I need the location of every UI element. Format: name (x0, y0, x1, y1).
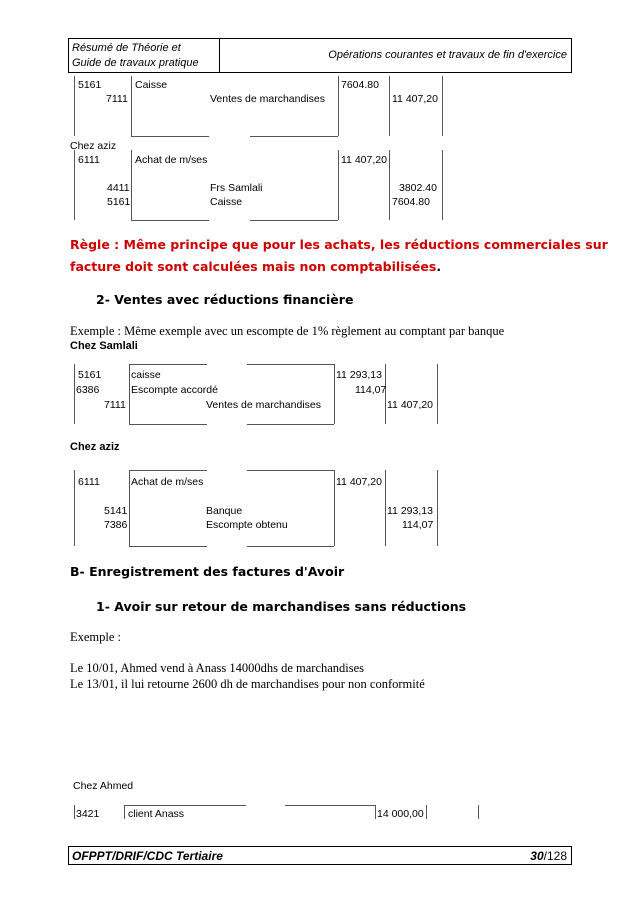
credit-amount: 114,07 (402, 519, 434, 531)
page-number (530, 849, 567, 863)
account-label: Banque (206, 505, 243, 517)
page-footer (68, 846, 572, 865)
example-label: Exemple : (70, 630, 122, 644)
chez-aziz-label: Chez aziz (70, 140, 117, 152)
credit-amount: 11 407,20 (392, 93, 438, 105)
account-number: 7111 (104, 399, 126, 411)
debit-amount: 114,07 (355, 384, 387, 396)
debit-amount: 11 407,20 (336, 476, 382, 488)
header-right-box (220, 39, 571, 72)
chez-samlali-label: Chez Samlali (70, 340, 138, 352)
account-number: 7386 (104, 519, 128, 531)
account-label: Frs Samlali (210, 182, 263, 194)
section-title-b: B- Enregistrement des factures d'Avoir (70, 564, 345, 579)
page-header (68, 38, 572, 73)
header-title: Opérations courantes et travaux de fin d'exercice (328, 49, 567, 61)
debit-amount: 14 000,00 (377, 808, 424, 820)
example-line-1: Le 10/01, Ahmed vend à Anass 14000dhs de marchandises (70, 661, 365, 675)
account-label: Caisse (210, 196, 243, 208)
header-left-line1: Résumé de Théorie et (72, 42, 181, 54)
page-current: 30 (530, 849, 544, 863)
credit-amount: 11 293,13 (387, 505, 433, 517)
account-label: Achat de m/ses (135, 154, 208, 166)
rule-line-1: Règle : Même principe que pour les achats, les réductions commerciales sur (70, 237, 608, 252)
account-number: 6386 (76, 384, 100, 396)
account-number: 5161 (78, 369, 102, 381)
example-text: Exemple : Même exemple avec un escompte de 1% règlement au comptant par banque (70, 324, 505, 338)
account-number: 6111 (78, 154, 100, 166)
debit-amount: 11 407,20 (341, 154, 387, 166)
account-label: Ventes de marchandises (210, 93, 325, 105)
account-label: Caisse (135, 79, 168, 91)
account-number: 4411 (107, 182, 130, 194)
debit-amount: 11 293,13 (336, 369, 382, 381)
section-title-1: 1- Avoir sur retour de marchandises sans réductions (96, 599, 467, 614)
credit-amount: 7604.80 (392, 196, 430, 208)
page-total: /128 (543, 849, 567, 863)
header-left-line2: Guide de travaux pratique (72, 57, 199, 69)
credit-amount: 3802.40 (399, 182, 437, 194)
account-label: Escompte obtenu (206, 519, 288, 531)
footer-org: OFPPT/DRIF/CDC Tertiaire (72, 849, 223, 863)
rule-line-2: facture doit sont calculées mais non comptabilisées. (70, 259, 442, 274)
account-number: 3421 (76, 808, 100, 820)
chez-ahmed-label: Chez Ahmed (73, 780, 134, 792)
account-label: client Anass (128, 808, 185, 820)
account-number: 5161 (78, 79, 102, 91)
credit-amount: 11 407,20 (387, 399, 433, 411)
account-label: Achat de m/ses (131, 476, 204, 488)
chez-aziz-label-2: Chez aziz (70, 441, 120, 453)
account-number: 7111 (106, 93, 128, 105)
account-label: Ventes de marchandises (206, 399, 321, 411)
section-title-2: 2- Ventes avec réductions financière (96, 292, 354, 307)
account-label: caisse (131, 369, 161, 381)
account-number: 5141 (104, 505, 128, 517)
debit-amount: 7604.80 (341, 79, 379, 91)
header-left-box (69, 39, 220, 72)
account-number: 6111 (78, 476, 100, 488)
example-line-2: Le 13/01, il lui retourne 2600 dh de marchandises pour non conformité (70, 677, 425, 691)
account-label: Escompte accordé (131, 384, 218, 396)
account-number: 5161 (107, 196, 131, 208)
